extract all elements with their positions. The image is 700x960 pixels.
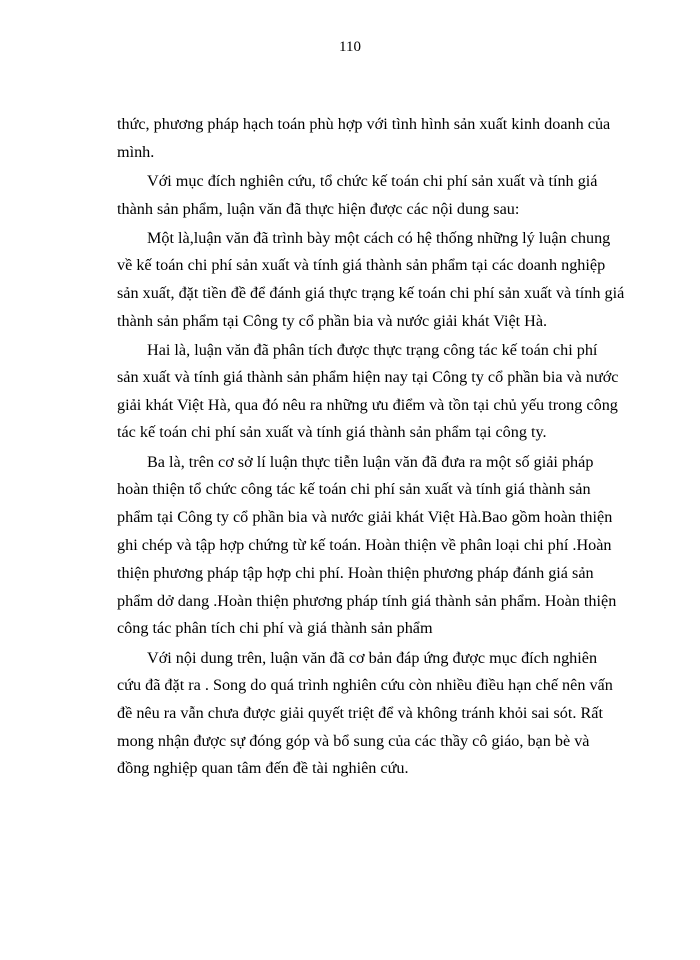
text-line: Với nội dung trên, luận văn đã cơ bản đáp ứng được mục đích nghiên [147,649,598,667]
text-line: Ba là, trên cơ sở lí luận thực tiễn luận văn đã đưa ra một số giải pháp [147,453,594,471]
text-line: Hai là, luận văn đã phân tích được thực trạng công tác kế toán chi phí [147,341,598,359]
text-line: phẩm tại Công ty cổ phần bia và nước giải khát Việt Hà.Bao gồm hoàn thiện [117,508,613,526]
text-line: ghi chép và tập hợp chứng từ kế toán. Hoàn thiện về phân loại chi phí .Hoàn [117,536,612,554]
text-line: sản xuất và tính giá thành sản phẩm hiện nay tại Công ty cổ phần bia và nước [117,368,619,386]
page-number: 110 [339,39,361,55]
text-line: công tác phân tích chi phí và giá thành sản phẩm [117,619,433,637]
text-line: Một là,luận văn đã trình bày một cách có hệ thống những lý luận chung [147,229,611,247]
text-line: đồng nghiệp quan tâm đến đề tài nghiên cứu. [117,759,409,777]
text-line: sản xuất, đặt tiền đề để đánh giá thực trạng kế toán chi phí sản xuất và tính giá [117,284,625,302]
text-line: mình. [117,143,155,161]
text-line: phẩm dở dang .Hoàn thiện phương pháp tính giá thành sản phẩm. Hoàn thiện [117,592,617,610]
text-line: Với mục đích nghiên cứu, tổ chức kế toán chi phí sản xuất và tính giá [147,172,598,190]
text-line: thiện phương pháp tập hợp chi phí. Hoàn thiện phương pháp đánh giá sản [117,564,594,582]
text-line: đề nêu ra vẫn chưa được giải quyết triệt để và không tránh khỏi sai sót. Rất [117,704,603,722]
text-line: thành sản phẩm tại Công ty cổ phần bia và nước giải khát Việt Hà. [117,312,548,330]
text-line: mong nhận được sự đóng góp và bổ sung của các thầy cô giáo, bạn bè và [117,732,590,750]
text-line: hoàn thiện tổ chức công tác kế toán chi phí sản xuất và tính giá thành sản [117,480,591,498]
text-line: thành sản phẩm, luận văn đã thực hiện được các nội dung sau: [117,200,520,218]
text-line: tác kế toán chi phí sản xuất và tính giá thành sản phẩm tại công ty. [117,423,547,441]
text-line: thức, phương pháp hạch toán phù hợp với tình hình sản xuất kinh doanh của [117,115,611,133]
text-line: giải khát Việt Hà, qua đó nêu ra những ưu điểm và tồn tại chủ yếu trong công [117,396,618,414]
text-line: cứu đã đặt ra . Song do quá trình nghiên cứu còn nhiều điều hạn chế nên vấn [117,676,613,694]
text-line: về kế toán chi phí sản xuất và tính giá thành sản phẩm tại các doanh nghiệp [117,256,606,274]
